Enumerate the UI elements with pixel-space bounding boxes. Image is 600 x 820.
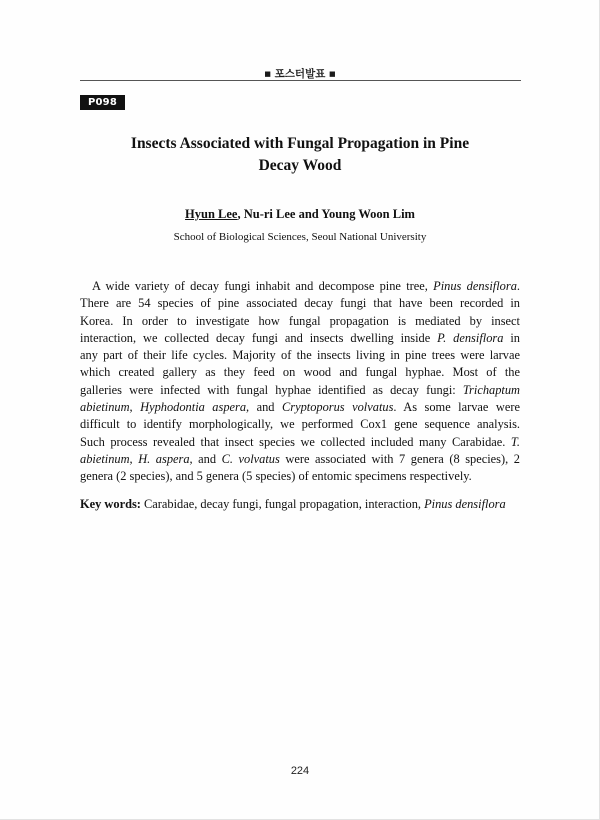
abstract-line: [80, 434, 520, 451]
abstract-text: in: [503, 330, 520, 345]
abstract-line: [80, 295, 520, 312]
abstract-text: difficult to identify morphologically, we performed Cox1 gene sequence analysis.: [80, 417, 520, 432]
abstract-text: which created gallery as they feed on wood and fungal hyphae. Most of the: [80, 365, 520, 380]
abstract-text: Such process revealed that insect species we collected included many Carabidae.: [80, 434, 511, 449]
abstract-text: galleries were infected with fungal hyphae identified as decay fungi:: [80, 382, 463, 397]
abstract-text: . As some larvae were: [393, 400, 520, 415]
abstract-text: Korea. In order to investigate how fungal propagation is mediated by insect: [80, 313, 520, 328]
abstract-text: and: [192, 451, 222, 466]
abstract-text: and: [249, 400, 282, 415]
keywords-line: [80, 497, 520, 512]
abstract-line: [80, 382, 520, 399]
abstract-text: There are 54 species of pine associated decay fungi that have been recorded in: [80, 296, 520, 311]
abstract-italic-term: abietinum, H. aspera,: [80, 451, 193, 466]
keywords-species: Pinus densiflora: [424, 497, 506, 511]
abstract-italic-term: P. densiflora: [437, 330, 504, 345]
abstract-text: A wide variety of decay fungi inhabit and decompose pine tree,: [92, 279, 434, 293]
abstract-line: [80, 347, 520, 364]
abstract-line: [80, 468, 520, 485]
title-line: Insects Associated with Fungal Propagation in Pine: [130, 135, 470, 152]
abstract-italic-term: Trichaptum: [462, 382, 520, 397]
poster-id-badge: P098: [80, 95, 125, 110]
abstract-text: were associated with 7 genera (8 species), 2: [279, 451, 520, 466]
title-line: Decay Wood: [258, 157, 342, 174]
paper-title: [80, 133, 520, 177]
keywords-label: Key words:: [80, 497, 141, 511]
abstract-text: interaction, we collected decay fungi and insects dwelling inside: [80, 330, 438, 345]
abstract-line: [80, 364, 520, 381]
abstract-italic-term: T.: [510, 434, 520, 449]
abstract-line: [80, 330, 520, 347]
header-divider: [80, 80, 521, 81]
abstract-italic-term: abietinum, Hyphodontia aspera,: [80, 400, 250, 415]
square-marker-left: ■: [264, 70, 271, 78]
abstract-italic-term: C. volvatus: [221, 451, 280, 466]
section-header-label: 포스터발표: [274, 68, 326, 80]
presenting-author: Hyun Lee: [185, 207, 238, 221]
affiliation: School of Biological Sciences, Seoul National University: [173, 231, 427, 243]
abstract-line: [80, 278, 520, 295]
author-list: [80, 207, 520, 222]
abstract-text: .: [516, 279, 520, 293]
square-marker-right: ■: [329, 70, 336, 78]
abstract-line: [80, 399, 520, 416]
abstract-line: [80, 313, 520, 330]
abstract-line: [80, 416, 520, 433]
section-header: [80, 66, 520, 81]
coauthors: , Nu-ri Lee and Young Woon Lim: [237, 207, 415, 221]
abstract-text: any part of their life cycles. Majority of the insects living in pine trees were larvae: [80, 348, 520, 363]
abstract-line: [80, 451, 520, 468]
abstract-italic-term: Pinus densiflora: [433, 279, 517, 293]
abstract-italic-term: Cryptoporus volvatus: [281, 400, 394, 415]
page-number: 224: [290, 765, 310, 777]
abstract-text: genera (2 species), and 5 genera (5 species) of entomic specimens respectively.: [80, 469, 472, 484]
keywords-text: Carabidae, decay fungi, fungal propagation, interaction,: [140, 497, 425, 511]
abstract-body: [80, 278, 520, 486]
